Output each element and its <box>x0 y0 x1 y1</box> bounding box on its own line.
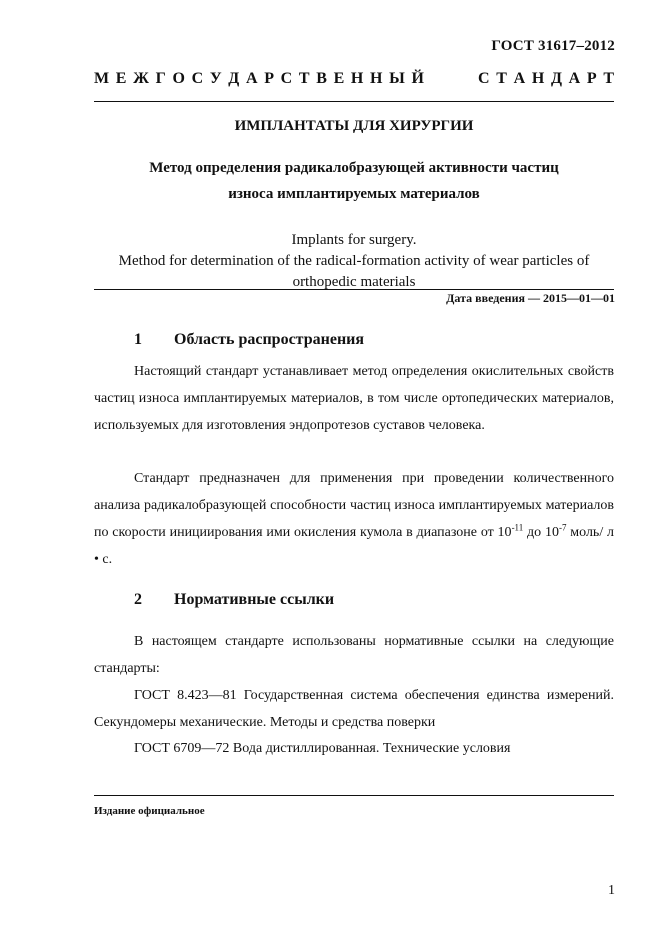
english-title-line2: Method for determination of the radical-formation activity of wear particles of <box>118 253 590 269</box>
banner-letter: В <box>316 70 327 87</box>
banner-letter: Ж <box>133 70 149 87</box>
banner-letter: Ы <box>389 70 405 87</box>
section-number: 1 <box>134 331 142 348</box>
references-intro-paragraph: В настоящем стандарте использованы нормативные ссылки на следующие стандарты: <box>94 634 614 676</box>
banner-letter: А <box>245 70 258 87</box>
page-number: 1 <box>608 883 615 898</box>
exponent-upper: -7 <box>558 522 567 533</box>
scope-paragraph-2-end: моль/ л • с. <box>94 525 615 567</box>
banner-word-interstate <box>94 70 424 88</box>
header-divider <box>94 101 614 102</box>
document-title: ИМПЛАНТАТЫ ДЛЯ ХИРУРГИИ <box>234 118 474 134</box>
section-heading-scope <box>134 331 364 349</box>
scope-paragraph-2-text: Стандарт предназначен для применения при проведении количественного анализа радикалобразующей способности частиц износа имплантируемых материалов по скорости инициирования ими окисления кумола в диапазоне от 10 <box>94 471 614 540</box>
section-title: Нормативные ссылки <box>174 591 335 608</box>
banner-letter: Н <box>531 70 545 87</box>
banner-letter: С <box>280 70 293 87</box>
banner-letter: А <box>513 70 526 87</box>
scope-paragraph-2 <box>94 465 614 573</box>
section-heading-normative-references <box>134 591 334 609</box>
banner-letter: Д <box>228 70 240 87</box>
banner-letter: Е <box>333 70 345 87</box>
scope-paragraph-2-mid: до 10 <box>523 525 559 540</box>
banner-letter: Т <box>496 70 507 87</box>
document-number: ГОСТ 31617–2012 <box>491 38 615 54</box>
document-subtitle-line1: Метод определения радикалобразующей активности частиц <box>149 160 559 176</box>
banner-letter: А <box>568 70 581 87</box>
banner-letter: М <box>94 70 110 87</box>
banner-word-standard <box>478 70 614 88</box>
banner-letter: Т <box>603 70 614 87</box>
banner-letter: Р <box>586 70 597 87</box>
official-edition-label: Издание официальное <box>94 805 205 817</box>
banner-letter: Е <box>115 70 127 87</box>
banner-letter: Н <box>370 70 383 87</box>
exponent-lower: -11 <box>511 522 524 533</box>
banner-letter: С <box>191 70 204 87</box>
banner-letter: Д <box>550 70 562 87</box>
section-number: 2 <box>134 591 142 608</box>
english-title-line1: Implants for surgery. <box>291 232 417 248</box>
english-title <box>94 230 614 293</box>
standard-type-banner <box>94 70 614 88</box>
reference-gost-6709: ГОСТ 6709—72 Вода дистиллированная. Технические условия <box>134 741 511 756</box>
banner-letter: Р <box>264 70 274 87</box>
banner-letter: Й <box>411 70 424 87</box>
introduction-date: Дата введения — 2015—01—01 <box>446 291 615 305</box>
scope-paragraph-1: Настоящий стандарт устанавливает метод определения окислительных свойств частиц износа имплантируемых материалов, в том числе ортопедических материалов, используемых для изготовления эндопротезов суставов человека. <box>94 364 614 433</box>
title-divider <box>94 289 614 290</box>
footer-divider <box>94 795 614 796</box>
banner-letter: У <box>209 70 222 87</box>
document-subtitle-line2: износа имплантируемых материалов <box>228 186 480 202</box>
reference-gost-8-423: ГОСТ 8.423—81 Государственная система обеспечения единства измерений. Секундомеры механические. Методы и средства поверки <box>94 688 614 730</box>
banner-letter: Н <box>350 70 364 87</box>
english-title-line3: orthopedic materials <box>292 274 416 290</box>
banner-letter: Т <box>298 70 310 87</box>
banner-letter: Г <box>155 70 166 87</box>
banner-letter: О <box>172 70 185 87</box>
section-title: Область распространения <box>174 331 365 348</box>
banner-letter: С <box>478 70 490 87</box>
